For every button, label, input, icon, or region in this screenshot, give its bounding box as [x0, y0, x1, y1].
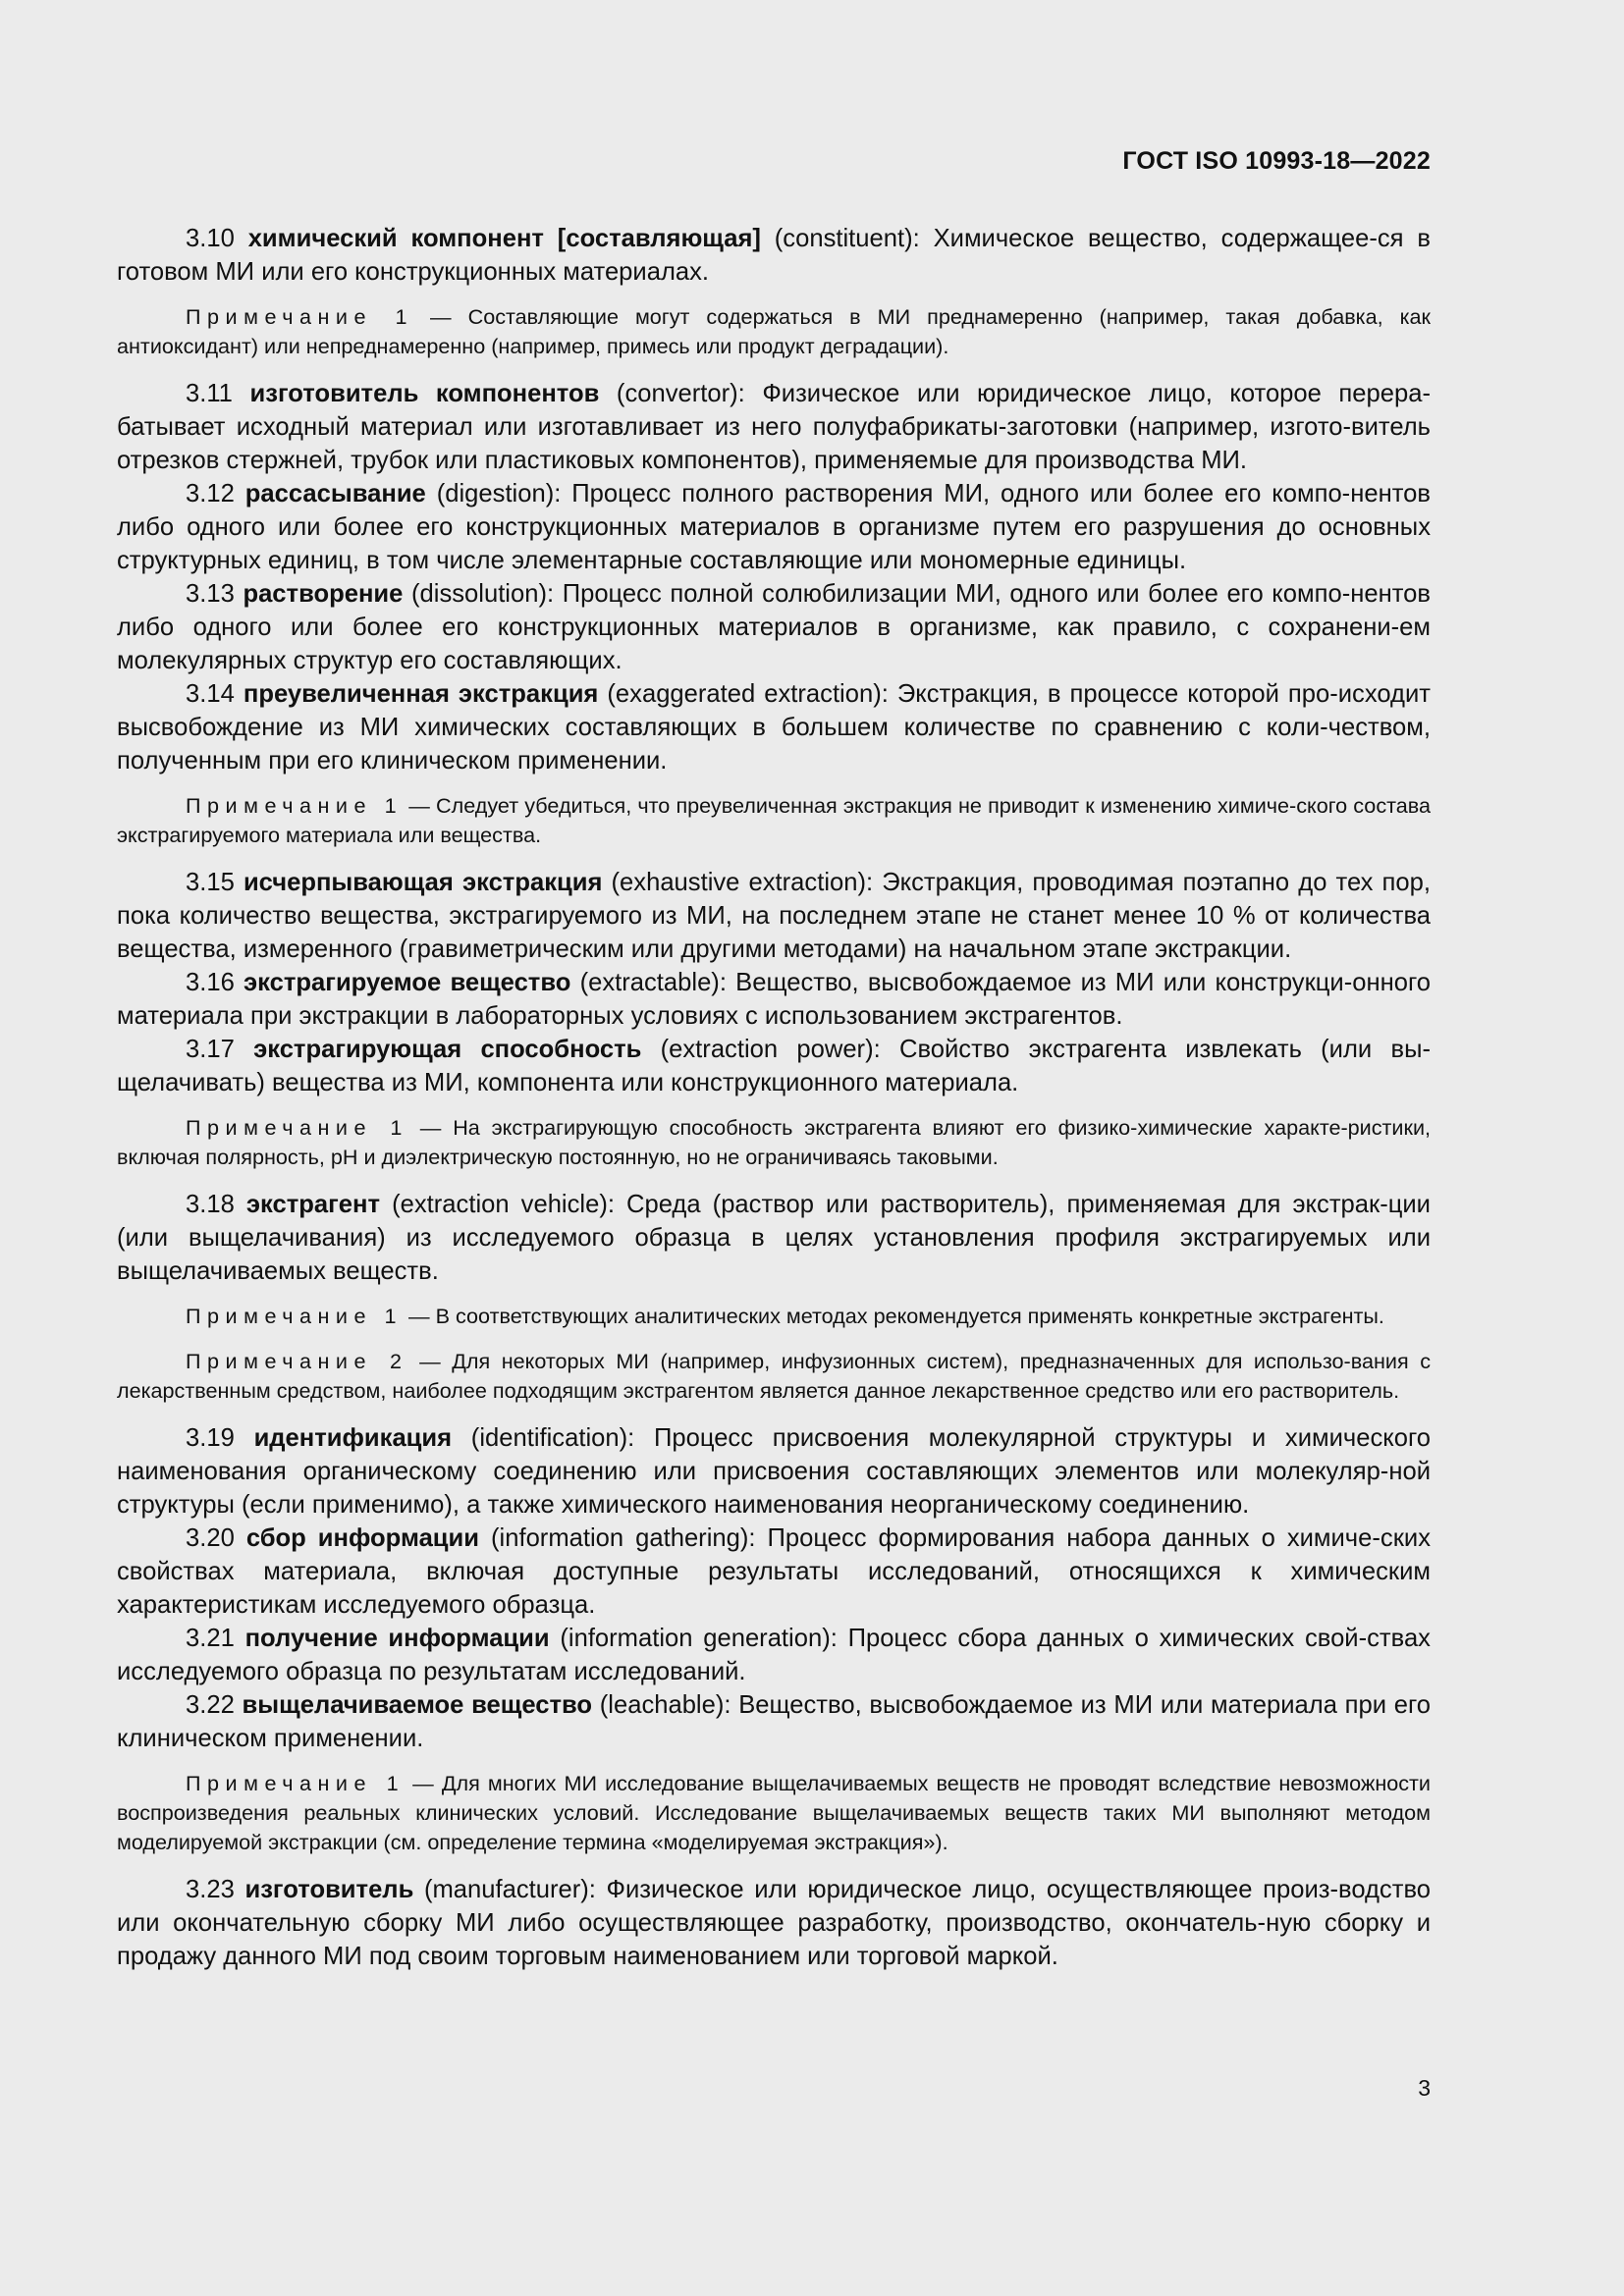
page-number: 3: [1418, 2075, 1431, 2101]
note-label: Примечание 1: [186, 1304, 403, 1328]
term-name: экстрагент: [245, 1191, 381, 1218]
term-entry-3-15: [117, 866, 1431, 966]
note-3-17: [117, 1113, 1431, 1172]
term-definition: (extractable): Вещество, высвобождаемое из МИ или конструкци-онного материала при экстракции в лабораторных условиях с использованием экстрагентов.: [117, 969, 1431, 1030]
term-number: 3.13: [186, 580, 235, 608]
term-definition: (dissolution): Процесс полной солюбилизации МИ, одного или более его компо-нентов либо одного или более его конструкционных материалов в организме, как правило, с сохранени-ем молекулярных структур его составляющих.: [117, 580, 1431, 674]
term-definition: (digestion): Процесс полного растворения МИ, одного или более его компо-нентов либо одного или более его конструкционных материалов в организме путем его разрушения до основных структурных единиц, в том числе элементарные составляющие или мономерные единицы.: [117, 480, 1431, 574]
term-definition: (extraction vehicle): Среда (раствор или растворитель), применяемая для экстрак-ции (или выщелачивания) из исследуемого образца в целях установления профиля экстрагируемых или выщелачиваемых веществ.: [117, 1191, 1431, 1285]
term-number: 3.22: [186, 1691, 235, 1719]
term-entry-3-20: [117, 1522, 1431, 1622]
note-text: — Для многих МИ исследование выщелачиваемых веществ не проводят вследствие невозможности воспроизведения реальных клинических условий. Исследование выщелачиваемых веществ таких МИ выполняют методом моделируемой экстракции (см. определение термина «моделируемая экстракция»).: [117, 1771, 1431, 1854]
term-entry-3-21: [117, 1622, 1431, 1688]
term-entry-3-16: [117, 966, 1431, 1033]
term-definition: (information gathering): Процесс формирования набора данных о химиче-ских свойствах материала, включая доступные результаты исследований, относящихся к химическим характеристикам исследуемого образца.: [117, 1524, 1431, 1619]
note-3-14: [117, 791, 1431, 850]
term-definition: (leachable): Вещество, высвобождаемое из МИ или материала при его клиническом применении.: [117, 1691, 1431, 1752]
term-entry-3-13: [117, 577, 1431, 677]
term-definition: (exhaustive extraction): Экстракция, проводимая поэтапно до тех пор, пока количество вещества, экстрагируемого из МИ, на последнем этапе не станет менее 10 % от количества вещества, измеренного (гравиметрическим или другими методами) на начальном этапе экстракции.: [117, 869, 1431, 963]
term-definition: (manufacturer): Физическое или юридическое лицо, осуществляющее произ-водство или окончательную сборку МИ либо осуществляющее разработку, производство, окончатель-ную сборку и продажу данного МИ под своим торговым наименованием или торговой маркой.: [117, 1876, 1431, 1970]
note-3-18-1: [117, 1302, 1431, 1331]
note-label: Примечание 1: [186, 793, 404, 818]
term-entry-3-22: [117, 1688, 1431, 1755]
note-label: Примечание 1: [186, 1115, 408, 1140]
note-3-10: [117, 302, 1431, 361]
term-entry-3-19: [117, 1421, 1431, 1522]
document-body: [117, 222, 1431, 1973]
note-text: — Составляющие могут содержаться в МИ преднамеренно (например, такая добавка, как антиоксидант) или непреднамеренно (например, примесь или продукт деградации).: [117, 304, 1431, 358]
term-entry-3-17: [117, 1033, 1431, 1099]
term-number: 3.17: [186, 1036, 235, 1063]
term-name: растворение: [243, 580, 404, 608]
note-label: Примечание 2: [186, 1349, 408, 1373]
note-label: Примечание 1: [186, 304, 413, 329]
term-name: исчерпывающая экстракция: [243, 869, 603, 896]
note-3-18-2: [117, 1347, 1431, 1406]
term-number: 3.10: [186, 225, 235, 252]
term-entry-3-23: [117, 1873, 1431, 1973]
term-entry-3-10: [117, 222, 1431, 289]
term-entry-3-11: [117, 377, 1431, 477]
term-number: 3.20: [186, 1524, 235, 1552]
term-name: получение информации: [244, 1625, 550, 1652]
term-number: 3.11: [186, 380, 233, 407]
term-number: 3.12: [186, 480, 235, 507]
note-3-22: [117, 1769, 1431, 1857]
term-name: преувеличенная экстракция: [243, 680, 599, 708]
term-definition: (exaggerated extraction): Экстракция, в процессе которой про-исходит высвобождение из МИ химических составляющих в большем количестве по сравнению с коли-чеством, полученным при его клиническом применении.: [117, 680, 1431, 774]
term-name: сбор информации: [245, 1524, 480, 1552]
term-name: выщелачиваемое вещество: [242, 1691, 593, 1719]
term-number: 3.19: [186, 1424, 235, 1452]
term-number: 3.23: [186, 1876, 235, 1903]
term-name: изготовитель: [244, 1876, 414, 1903]
term-definition: (extraction power): Свойство экстрагента извлекать (или вы-щелачивать) вещества из МИ, компонента или конструкционного материала.: [117, 1036, 1431, 1096]
term-definition: (convertor): Физическое или юридическое лицо, которое перера-батывает исходный материал или изготавливает из него полуфабрикаты-заготовки (например, изгото-витель отрезков стержней, трубок или пластиковых компонентов), применяемые для производства МИ.: [117, 380, 1431, 474]
term-number: 3.18: [186, 1191, 235, 1218]
term-name: рассасывание: [244, 480, 426, 507]
note-label: Примечание 1: [186, 1771, 406, 1795]
term-number: 3.21: [186, 1625, 235, 1652]
note-text: — Следует убедиться, что преувеличенная экстракция не приводит к изменению химиче-ского состава экстрагируемого материала или вещества.: [117, 793, 1432, 847]
term-name: изготовитель компонентов: [249, 380, 600, 407]
term-name: идентификация: [253, 1424, 453, 1452]
term-entry-3-12: [117, 477, 1431, 577]
term-name: экстрагирующая способность: [253, 1036, 642, 1063]
note-text: — Для некоторых МИ (например, инфузионных систем), предназначенных для использо-вания с лекарственным средством, наиболее подходящим экстрагентом является данное лекарственное средство или его растворитель.: [117, 1349, 1431, 1403]
term-entry-3-18: [117, 1188, 1431, 1288]
term-definition: (identification): Процесс присвоения молекулярной структуры и химического наименования органическому соединению или присвоения составляющих элементов или молекуляр-ной структуры (если применимо), а также химического наименования неорганическому соединению.: [117, 1424, 1431, 1519]
term-definition: (information generation): Процесс сбора данных о химических свой-ствах исследуемого образца по результатам исследований.: [117, 1625, 1431, 1685]
term-number: 3.14: [186, 680, 235, 708]
term-entry-3-14: [117, 677, 1431, 777]
term-number: 3.15: [186, 869, 235, 896]
note-text: — На экстрагирующую способность экстрагента влияют его физико-химические характе-ристики, включая полярность, pH и диэлектрическую постоянную, но не ограничиваясь таковыми.: [117, 1115, 1432, 1169]
note-text: — В соответствующих аналитических методах рекомендуется применять конкретные экстрагенты.: [403, 1304, 1384, 1328]
term-definition: (constituent): Химическое вещество, содержащее-ся в готовом МИ или его конструкционных материалах.: [117, 225, 1431, 286]
term-name: химический компонент [составляющая]: [247, 225, 761, 252]
term-name: экстрагируемое вещество: [244, 969, 571, 996]
document-header: ГОСТ ISO 10993-18—2022: [1122, 147, 1431, 175]
term-number: 3.16: [186, 969, 235, 996]
